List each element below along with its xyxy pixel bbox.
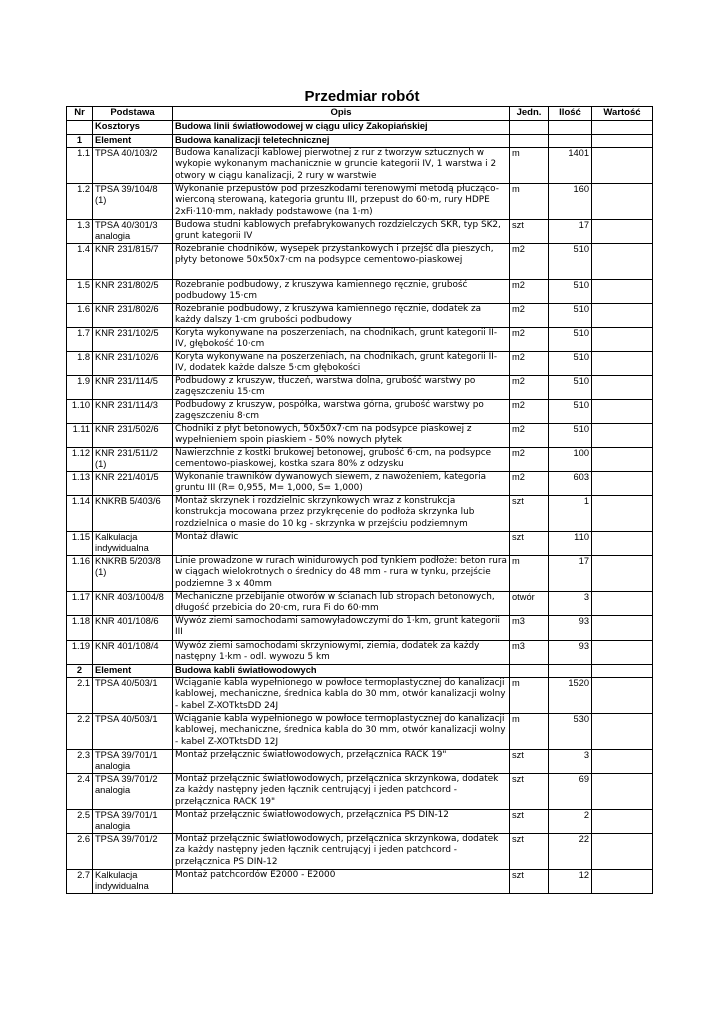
table-row (67, 424, 653, 448)
row-opis-text: Koryta wykonywane na poszerzeniach, na chodnikach, grunt kategorii II-IV, głębokość 10·cm (175, 328, 498, 350)
row-podstawa (93, 616, 173, 641)
header-wartosc: Wartość (592, 107, 653, 121)
row-opis (173, 148, 510, 184)
row-nr: 2.2 (67, 714, 93, 750)
row-podstawa-text: KNR 401/108/4 (95, 641, 159, 651)
row-podstawa-text: TPSA 39/701/1 analogia (95, 810, 158, 832)
row-opis-text: Koryta wykonywane na poszerzeniach, na chodnikach, grunt kategorii II-IV, dodatek każde dalsze 5·cm głębokości (175, 352, 498, 374)
row-podstawa-text: KNR 231/511/2 (1) (95, 448, 158, 470)
row-opis (173, 280, 510, 304)
row-podstawa (93, 220, 173, 244)
row-ilosc: 510 (549, 376, 592, 400)
row-wartosc (592, 472, 653, 496)
row-opis (173, 472, 510, 496)
table-row (67, 750, 653, 774)
row-jedn: otwór (510, 592, 549, 616)
kosztorys-row (67, 121, 653, 135)
row-podstawa (93, 834, 173, 870)
row-podstawa (93, 641, 173, 665)
row-jedn: szt (510, 496, 549, 532)
row-wartosc (592, 810, 653, 834)
row-podstawa (93, 352, 173, 376)
section-ilosc (549, 665, 592, 678)
row-ilosc: 530 (549, 714, 592, 750)
row-podstawa-text: KNR 231/802/5 (95, 280, 159, 290)
row-jedn: szt (510, 220, 549, 244)
section-nr: 2 (67, 665, 93, 678)
table-row (67, 592, 653, 616)
row-opis (173, 556, 510, 592)
row-jedn: szt (510, 810, 549, 834)
row-wartosc (592, 641, 653, 665)
row-opis (173, 220, 510, 244)
row-opis (173, 750, 510, 774)
row-opis-text: Linie prowadzone w rurach winidurowych pod tynkiem podłoże: beton rura w ciągach wielokrotnych o średnicy do 48 mm - rura w tynku, przejście podziemne 3 x 40mm (175, 556, 507, 589)
section-row (67, 135, 653, 148)
row-nr: 2.5 (67, 810, 93, 834)
row-nr: 2.6 (67, 834, 93, 870)
row-opis-text: Nawierzchnie z kostki brukowej betonowej, grubość 6·cm, na podsypce cementowo-piaskowej, kostka szara 80% z odzysku (175, 448, 492, 470)
section-wartosc (592, 135, 653, 148)
table-row (67, 448, 653, 472)
row-wartosc (592, 592, 653, 616)
row-jedn: m2 (510, 376, 549, 400)
row-ilosc: 100 (549, 448, 592, 472)
table-row (67, 400, 653, 424)
row-ilosc: 110 (549, 532, 592, 556)
row-jedn: m3 (510, 641, 549, 665)
row-nr: 1.8 (67, 352, 93, 376)
row-opis (173, 376, 510, 400)
row-nr: 1.10 (67, 400, 93, 424)
row-jedn: m2 (510, 244, 549, 280)
kosztorys-title: Budowa linii światłowodowej w ciągu ulicy Zakopiańskiej (173, 121, 510, 135)
row-ilosc: 17 (549, 556, 592, 592)
row-wartosc (592, 678, 653, 714)
row-opis-text: Montaż patchcordów E2000 - E2000 (175, 870, 336, 880)
row-nr: 1.17 (67, 592, 93, 616)
row-nr: 2.7 (67, 870, 93, 894)
table-row (67, 870, 653, 894)
row-jedn: m (510, 678, 549, 714)
row-nr: 1.18 (67, 616, 93, 641)
row-wartosc (592, 616, 653, 641)
row-nr: 2.3 (67, 750, 93, 774)
row-podstawa (93, 678, 173, 714)
row-opis-text: Rozebranie chodników, wysepek przystankowych i przejść dla pieszych, płyty betonowe 50x50x7·cm na podsypce cementowo-piaskowej (175, 244, 494, 266)
row-podstawa-text: KNR 231/802/6 (95, 304, 159, 314)
row-wartosc (592, 424, 653, 448)
row-opis-text: Wykonanie przepustów pod przeszkodami terenowymi metodą płucząco-wierconą sterowaną, kategoria gruntu III, przepust do 60·m, rury HDPE 2xFi·110·mm, nakłady podstawowe (na 1·m) (175, 184, 499, 217)
table-row (67, 496, 653, 532)
row-nr: 2.4 (67, 774, 93, 810)
row-ilosc: 510 (549, 280, 592, 304)
table-row (67, 280, 653, 304)
row-wartosc (592, 148, 653, 184)
row-ilosc: 93 (549, 641, 592, 665)
row-jedn: szt (510, 834, 549, 870)
row-wartosc (592, 556, 653, 592)
row-wartosc (592, 750, 653, 774)
row-wartosc (592, 532, 653, 556)
row-opis (173, 496, 510, 532)
table-row (67, 304, 653, 328)
row-opis (173, 352, 510, 376)
table-row (67, 328, 653, 352)
row-ilosc: 3 (549, 592, 592, 616)
table-row (67, 714, 653, 750)
row-jedn: szt (510, 774, 549, 810)
table-row (67, 148, 653, 184)
row-jedn: m2 (510, 304, 549, 328)
row-podstawa-text: Kalkulacja indywidualna (95, 870, 149, 892)
row-podstawa (93, 870, 173, 894)
row-opis-text: Budowa studni kablowych prefabrykowanych rozdzielczych SKR, typ SK2, grunt kategorii IV (175, 220, 501, 242)
row-ilosc: 3 (549, 750, 592, 774)
table-row (67, 376, 653, 400)
row-opis (173, 678, 510, 714)
row-jedn: m (510, 184, 549, 220)
row-opis-text: Wciąganie kabla wypełnionego w powłoce termoplastycznej do kanalizacji kablowej, mechaniczne, średnica kabla do 30 mm, otwór kanalizacji wolny - kabel Z-XOTktsDD 24J (175, 678, 506, 711)
row-jedn: m2 (510, 448, 549, 472)
table-row (67, 810, 653, 834)
row-podstawa (93, 714, 173, 750)
row-podstawa (93, 496, 173, 532)
row-opis (173, 184, 510, 220)
row-nr: 2.1 (67, 678, 93, 714)
row-podstawa (93, 810, 173, 834)
row-podstawa-text: KNR 401/108/6 (95, 616, 159, 626)
table-row (67, 472, 653, 496)
row-opis-text: Montaż przełącznic światłowodowych, przełącznica skrzynkowa, dodatek za każdy następny jeden łącznik centrującyj i jeden patchcord - przełącznica RACK 19" (175, 774, 499, 807)
row-nr: 1.14 (67, 496, 93, 532)
row-ilosc: 510 (549, 424, 592, 448)
row-ilosc: 510 (549, 352, 592, 376)
section-title: Budowa kabli światłowodowych (173, 665, 510, 678)
section-wartosc (592, 665, 653, 678)
row-podstawa (93, 184, 173, 220)
row-podstawa-text: KNKRB 5/403/6 (95, 496, 161, 506)
section-label: Element (93, 135, 173, 148)
row-podstawa (93, 304, 173, 328)
row-jedn: m (510, 148, 549, 184)
row-jedn: m2 (510, 424, 549, 448)
table-row (67, 678, 653, 714)
row-opis (173, 714, 510, 750)
row-opis (173, 592, 510, 616)
section-nr: 1 (67, 135, 93, 148)
row-jedn: m2 (510, 328, 549, 352)
row-podstawa-text: Kalkulacja indywidualna (95, 532, 149, 554)
row-jedn: szt (510, 870, 549, 894)
row-opis (173, 532, 510, 556)
row-wartosc (592, 352, 653, 376)
row-podstawa-text: KNR 231/114/5 (95, 376, 158, 386)
row-opis (173, 448, 510, 472)
row-podstawa-text: TPSA 39/701/1 analogia (95, 750, 158, 772)
table-row (67, 774, 653, 810)
row-podstawa-text: KNR 403/1004/8 (95, 592, 164, 602)
table-row (67, 556, 653, 592)
row-wartosc (592, 184, 653, 220)
row-opis-text: Budowa kanalizacji kablowej pierwotnej z rur z tworzyw sztucznych w wykopie wykonanym machanicznie w gruncie kategorii IV, 1 warstwa i 2 otwory w ciągu kanalizacji, 2 rury w warstwie (175, 148, 497, 181)
row-podstawa-text: KNR 231/102/5 (95, 328, 159, 338)
kosztorys-label: Kosztorys (93, 121, 173, 135)
row-podstawa (93, 750, 173, 774)
row-opis (173, 774, 510, 810)
page-title: Przedmiar robót (304, 88, 420, 105)
row-nr: 1.11 (67, 424, 93, 448)
row-podstawa-text: TPSA 39/701/2 (95, 834, 158, 844)
row-opis-text: Chodniki z płyt betonowych, 50x50x7·cm na podsypce piaskowej z wypełnieniem spoin piaskiem - 50% nowych płytek (175, 424, 472, 446)
row-podstawa (93, 774, 173, 810)
row-wartosc (592, 400, 653, 424)
row-ilosc: 160 (549, 184, 592, 220)
row-podstawa-text: KNR 231/102/6 (95, 352, 159, 362)
row-jedn: szt (510, 532, 549, 556)
row-opis (173, 810, 510, 834)
table-row (67, 616, 653, 641)
row-opis-text: Wywóz ziemi samochodami samowyładowczymi do 1·km, grunt kategorii III (175, 616, 500, 638)
row-opis-text: Podbudowy z kruszyw, tłuczeń, warstwa dolna, grubość warstwy po zagęszczeniu 15·cm (175, 376, 476, 398)
row-ilosc: 1401 (549, 148, 592, 184)
row-jedn: m2 (510, 400, 549, 424)
row-ilosc: 1 (549, 496, 592, 532)
row-wartosc (592, 244, 653, 280)
row-podstawa (93, 280, 173, 304)
row-wartosc (592, 328, 653, 352)
row-podstawa-text: KNKRB 5/203/8 (1) (95, 556, 161, 578)
row-podstawa (93, 244, 173, 280)
header-podstawa: Podstawa (93, 107, 173, 121)
table-row (67, 352, 653, 376)
row-ilosc: 22 (549, 834, 592, 870)
row-wartosc (592, 304, 653, 328)
row-opis (173, 616, 510, 641)
row-podstawa (93, 376, 173, 400)
row-ilosc: 12 (549, 870, 592, 894)
row-nr: 1.2 (67, 184, 93, 220)
row-nr: 1.13 (67, 472, 93, 496)
row-opis-text: Montaż przełącznic światłowodowych, przełącznica PS DIN-12 (175, 810, 449, 820)
table-row (67, 834, 653, 870)
row-wartosc (592, 496, 653, 532)
row-podstawa (93, 400, 173, 424)
row-opis (173, 244, 510, 280)
row-podstawa (93, 424, 173, 448)
section-jedn (510, 135, 549, 148)
row-wartosc (592, 834, 653, 870)
row-podstawa-text: KNR 221/401/5 (95, 472, 159, 482)
table-header-row (67, 107, 653, 121)
row-nr: 1.5 (67, 280, 93, 304)
table-row (67, 220, 653, 244)
row-nr: 1.16 (67, 556, 93, 592)
header-jedn: Jedn. (510, 107, 549, 121)
row-opis (173, 870, 510, 894)
row-wartosc (592, 870, 653, 894)
row-opis-text: Wywóz ziemi samochodami skrzyniowymi, ziemia, dodatek za każdy następny 1·km - odl. wywozu 5 km (175, 641, 480, 663)
row-podstawa-text: TPSA 40/103/2 (95, 148, 158, 158)
row-ilosc: 510 (549, 244, 592, 280)
row-wartosc (592, 280, 653, 304)
row-podstawa-text: TPSA 40/503/1 (95, 714, 158, 724)
row-podstawa (93, 472, 173, 496)
row-podstawa (93, 448, 173, 472)
section-row (67, 665, 653, 678)
row-opis-text: Montaż przełącznic światłowodowych, przełącznica skrzynkowa, dodatek za każdy następny jeden łącznik centrującyj i jeden patchcord - przełącznica PS DIN-12 (175, 834, 499, 867)
row-podstawa (93, 148, 173, 184)
section-jedn (510, 665, 549, 678)
row-opis-text: Montaż przełącznic światłowodowych, przełącznica RACK 19" (175, 750, 447, 760)
row-wartosc (592, 448, 653, 472)
row-podstawa-text: KNR 231/815/7 (95, 244, 159, 254)
row-nr: 1.4 (67, 244, 93, 280)
row-podstawa-text: TPSA 39/701/2 analogia (95, 774, 158, 796)
row-ilosc: 510 (549, 328, 592, 352)
row-wartosc (592, 714, 653, 750)
row-podstawa (93, 328, 173, 352)
table-row (67, 641, 653, 665)
table-body (67, 121, 653, 894)
row-nr: 1.12 (67, 448, 93, 472)
row-ilosc: 510 (549, 400, 592, 424)
row-nr: 1.7 (67, 328, 93, 352)
row-opis-text: Montaż dławic (175, 532, 239, 542)
row-opis (173, 328, 510, 352)
row-opis (173, 424, 510, 448)
row-opis-text: Podbudowy z kruszyw, pospółka, warstwa górna, grubość warstwy po zagęszczeniu 8·cm (175, 400, 484, 422)
row-jedn: m3 (510, 616, 549, 641)
przedmiar-table (66, 106, 653, 894)
row-opis-text: Wykonanie trawników dywanowych siewem, z nawożeniem, kategoria gruntu III (R= 0,955, M= 1,000, S= 1,000) (175, 472, 487, 494)
header-opis: Opis (173, 107, 510, 121)
row-jedn: m2 (510, 472, 549, 496)
row-podstawa-text: TPSA 39/104/8 (1) (95, 184, 158, 206)
table-row (67, 244, 653, 280)
row-ilosc: 603 (549, 472, 592, 496)
row-podstawa (93, 556, 173, 592)
row-opis (173, 304, 510, 328)
header-ilosc: Ilość (549, 107, 592, 121)
row-podstawa (93, 592, 173, 616)
table-row (67, 532, 653, 556)
row-nr: 1.15 (67, 532, 93, 556)
row-opis-text: Wciąganie kabla wypełnionego w powłoce termoplastycznej do kanalizacji kablowej, mechaniczne, średnica kabla do 30 mm, otwór kanalizacji wolny - kabel Z-XOTktsDD 12J (175, 714, 506, 747)
row-opis-text: Rozebranie podbudowy, z kruszywa kamiennego ręcznie, dodatek za każdy dalszy 1·cm grubości podbudowy (175, 304, 482, 326)
row-ilosc: 69 (549, 774, 592, 810)
row-opis-text: Montaż skrzynek i rozdzielnic skrzynkowych wraz z konstrukcja konstrukcja mocowana przez przykręcenie do podłoża skrzynka lub rozdzielnica o masie do 10 kg - skrzynka w przejściu podziemnym (175, 496, 475, 529)
row-jedn: szt (510, 750, 549, 774)
row-nr: 1.1 (67, 148, 93, 184)
row-nr: 1.6 (67, 304, 93, 328)
row-ilosc: 93 (549, 616, 592, 641)
row-wartosc (592, 220, 653, 244)
header-nr: Nr (67, 107, 93, 121)
row-podstawa-text: TPSA 40/503/1 (95, 678, 158, 688)
section-ilosc (549, 135, 592, 148)
row-wartosc (592, 774, 653, 810)
row-nr: 1.19 (67, 641, 93, 665)
row-nr: 1.3 (67, 220, 93, 244)
row-ilosc: 2 (549, 810, 592, 834)
row-nr: 1.9 (67, 376, 93, 400)
row-ilosc: 1520 (549, 678, 592, 714)
row-ilosc: 17 (549, 220, 592, 244)
table-row (67, 184, 653, 220)
row-opis-text: Mechaniczne przebijanie otworów w ścianach lub stropach betonowych, długość przebicia do 20·cm, rura Fi do 60·mm (175, 592, 495, 614)
row-ilosc: 510 (549, 304, 592, 328)
row-opis-text: Rozebranie podbudowy, z kruszywa kamiennego ręcznie, grubość podbudowy 15·cm (175, 280, 468, 302)
row-podstawa-text: KNR 231/502/6 (95, 424, 159, 434)
row-jedn: m2 (510, 352, 549, 376)
row-podstawa (93, 532, 173, 556)
row-opis (173, 641, 510, 665)
row-podstawa-text: TPSA 40/301/3 analogia (95, 220, 158, 242)
section-title: Budowa kanalizacji teletechnicznej (173, 135, 510, 148)
row-jedn: m (510, 714, 549, 750)
row-opis (173, 400, 510, 424)
row-podstawa-text: KNR 231/114/3 (95, 400, 158, 410)
row-jedn: m2 (510, 280, 549, 304)
section-label: Element (93, 665, 173, 678)
row-opis (173, 834, 510, 870)
row-jedn: m (510, 556, 549, 592)
row-wartosc (592, 376, 653, 400)
